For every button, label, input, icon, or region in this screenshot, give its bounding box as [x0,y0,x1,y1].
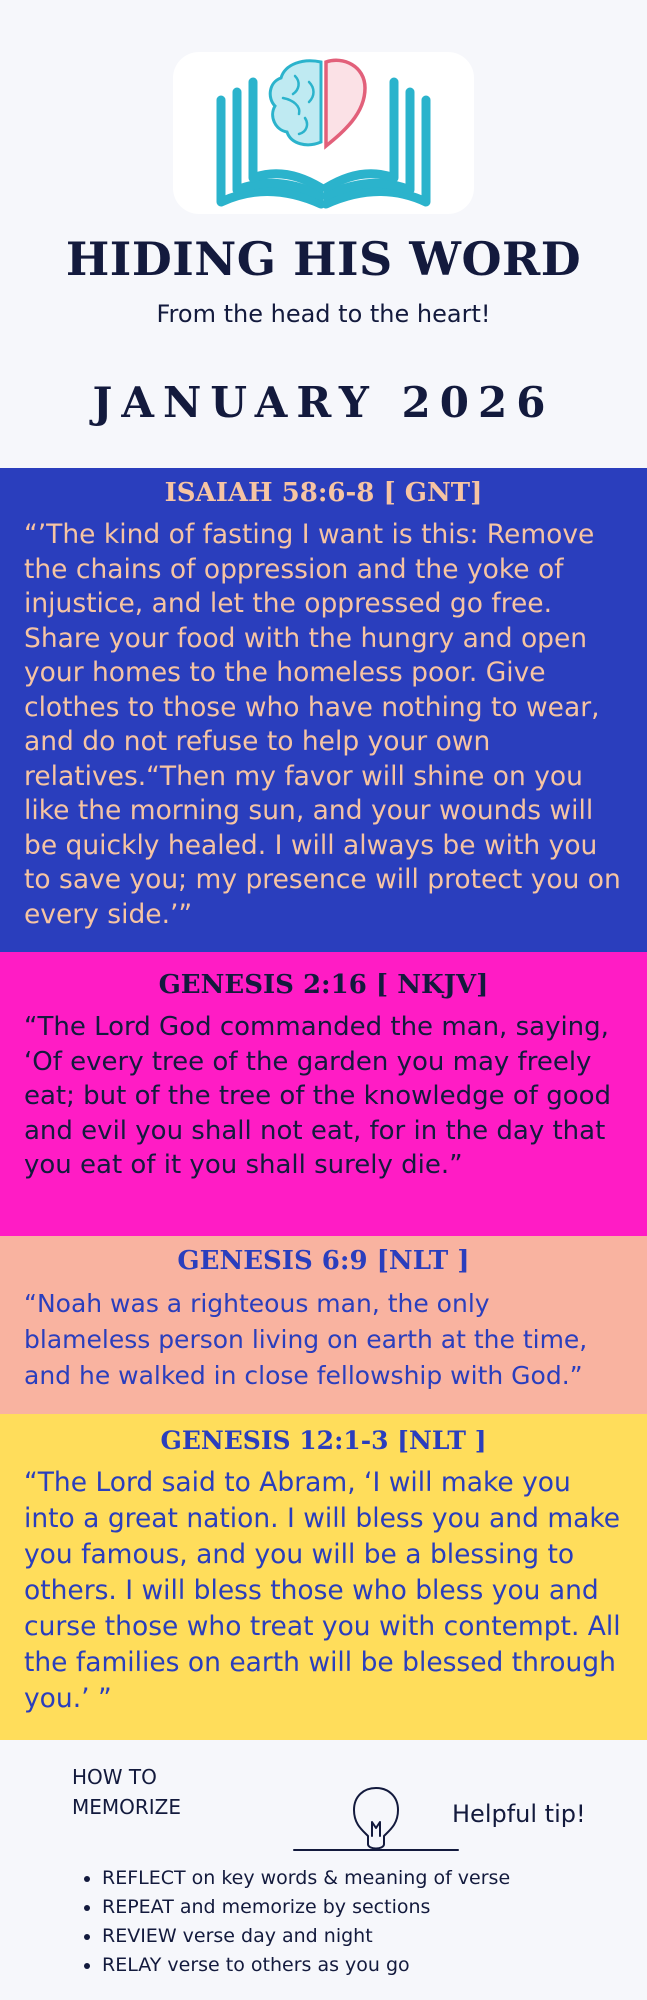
verse-section-isaiah [0,468,647,952]
month-heading: JANUARY 2026 [92,378,555,427]
book-brain-heart-icon [173,52,474,214]
verse-section-genesis-6 [0,1236,647,1414]
list-item: • RELAY verse to others as you go [102,1951,510,1980]
tips-list [70,1864,510,1980]
logo-card [173,52,474,214]
verse-section-genesis-12 [0,1414,647,1740]
verse-reference: ISAIAH 58:6-8 [ GNT] [164,478,483,508]
verse-reference: GENESIS 2:16 [ NKJV] [158,970,489,1000]
page-title: HIDING HIS WORD [65,232,582,286]
verse-text: “The Lord said to Abram, ‘I will make you into a great nation. I will bless you and make you famous, and you will be a blessing to others. I will bless those who bless you and curse those who treat you with contempt. All the families on earth will be blessed through you.’ ” [24,1467,621,1714]
memorize-title: HOW TO MEMORIZE [72,1765,182,1819]
helpful-tip-label: Helpful tip! [452,1800,586,1828]
list-item: • REVIEW verse day and night [102,1922,510,1951]
list-item: • REFLECT on key words & meaning of verse [102,1864,510,1893]
verse-reference: GENESIS 6:9 [NLT ] [177,1246,470,1276]
page-subtitle: From the head to the heart! [156,300,491,328]
verse-text: “Noah was a righteous man, the only blameless person living on earth at the time, and he walked in close fellowship with God.” [24,1289,588,1390]
header [0,0,647,468]
verse-reference: GENESIS 12:1-3 [NLT ] [160,1426,487,1455]
verse-text: “’The kind of fasting I want is this: Remove the chains of oppression and the yoke of injustice, and let the oppressed go free. Share your food with the hungry and open your homes to the homeless poor. Give clothes to those who have nothing to wear, and do not refuse to help your own relatives.“Then my favor will shine on you like the morning sun, and your wounds will be quickly healed. I will always be with you to save you; my presence will protect you on every side.’” [24,519,621,930]
lightbulb-icon [292,1784,462,1854]
list-item: • REPEAT and memorize by sections [102,1893,510,1922]
verse-text: “The Lord God commanded the man, saying, ‘Of every tree of the garden you may freely eat; but of the tree of the knowledge of good and evil you shall not eat, for in the day that you eat of it you shall surely die.” [24,1012,612,1180]
verse-section-genesis-2 [0,952,647,1236]
memorize-section [0,1740,647,2000]
